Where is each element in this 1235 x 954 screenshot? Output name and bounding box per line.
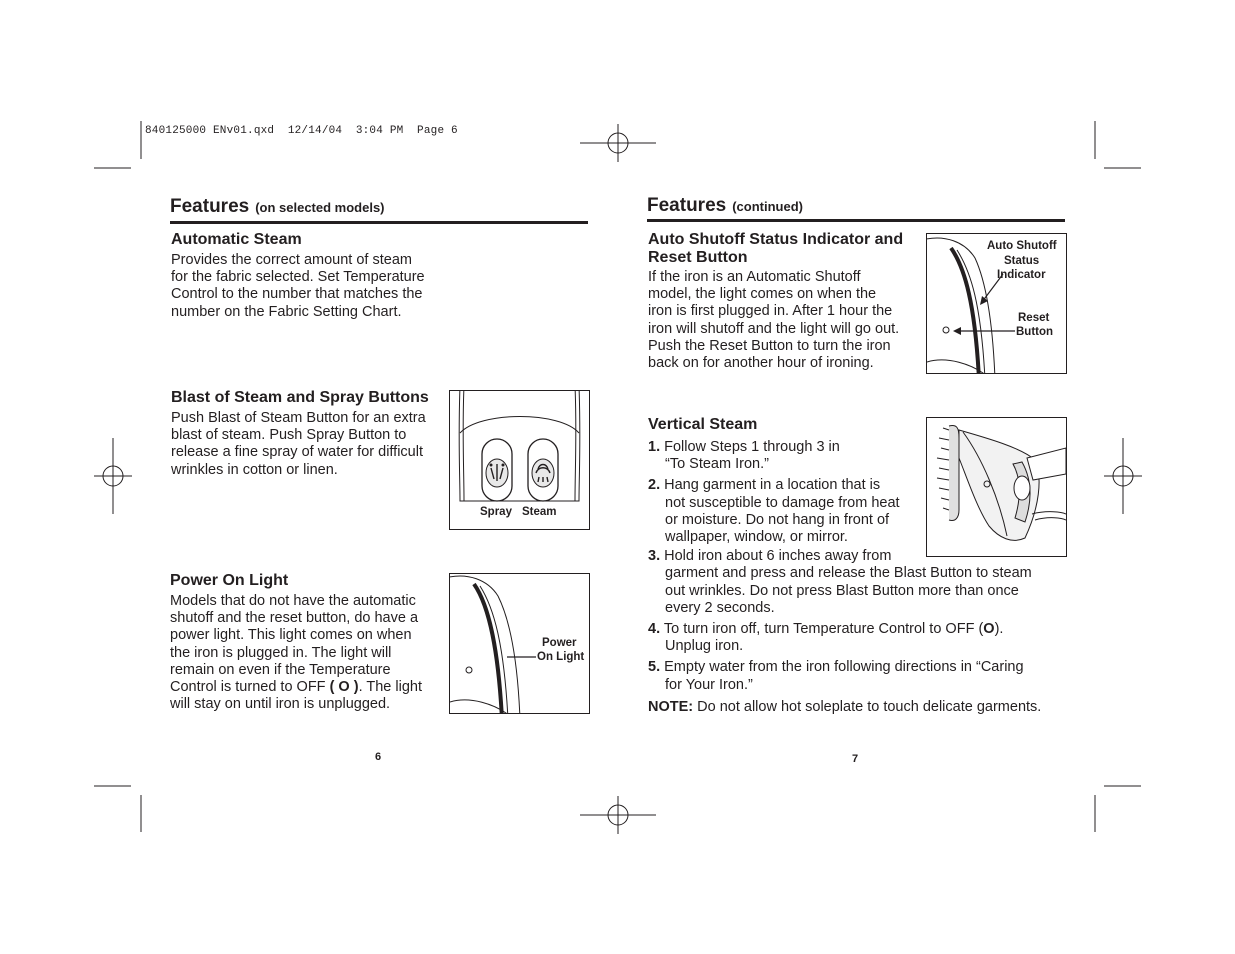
figure-spray-steam-buttons [449,390,590,530]
section-heading: Automatic Steam [171,231,302,248]
note-text: Do not allow hot soleplate to touch delicate garments. [693,698,1042,715]
indicator-label-2: Status [1004,255,1040,267]
page-title [170,196,385,218]
body-line: Models that do not have the automatic [170,593,416,609]
body-line: If the iron is an Automatic Shutoff [648,269,861,285]
step-line: every 2 seconds. [665,599,775,616]
indicator-label-3: Indicator [997,269,1046,281]
step-line: Follow Steps 1 through 3 in [664,439,840,455]
heading-line: Reset Button [648,249,748,266]
step-line: To turn iron off, turn Temperature Control to OFF ( [663,621,984,638]
body-line: shutoff and the reset button, do have a [170,610,419,627]
step-line: Hang garment in a location that is [664,477,881,494]
step-1 [648,439,1068,473]
body-line [170,679,445,696]
body-line: iron is first plugged in. After 1 hour the [648,303,893,320]
section-automatic-steam [171,231,471,321]
body-line: Push the Reset Button to turn the iron [648,337,891,354]
step-2 [648,477,1068,546]
text-run: . The light [358,679,422,696]
note-label: NOTE: [648,698,694,715]
body-line: wrinkles in cotton or linen. [171,461,338,478]
body-line: iron will shutoff and the light will go out. [648,320,900,337]
body-line: back on for another hour of ironing. [648,355,874,372]
body-line: release a fine spray of water for difficult [171,444,423,461]
registration-mark-bottom [580,796,656,834]
step-line: out wrinkles. Do not press Blast Button more than once [665,582,1019,599]
power-label-line2: On Light [537,651,585,663]
section-body [171,252,471,321]
section-body [170,593,445,713]
step-line: Empty water from the iron following directions in “Caring [664,659,1024,676]
step-number: 4. [648,621,661,638]
title-rule [170,221,588,224]
body-line: blast of steam. Push Spray Button to [171,427,407,444]
step-line: garment and press and release the Blast Button to steam [665,565,1032,582]
iron-shutoff-illustration [927,234,1066,373]
body-line: the iron is plugged in. The light will [170,644,392,661]
figure-auto-shutoff [926,233,1067,374]
title-text: Features [647,195,727,216]
iron-buttons-illustration [450,391,589,529]
body-line: model, the light comes on when the [648,286,877,303]
body-line: for the fabric selected. Set Temperature [171,269,425,286]
section-heading: Blast of Steam and Spray Buttons [171,389,429,406]
body-line: Provides the correct amount of steam [171,252,412,268]
reset-label-2: Button [1016,326,1054,338]
step-line: wallpaper, window, or mirror. [665,529,848,546]
section-heading [648,231,923,267]
step-4 [648,621,1068,655]
vertical-steam-steps [648,439,1068,716]
section-body [648,269,923,372]
step-line: “To Steam Iron.” [665,456,769,473]
registration-mark-top [580,124,656,162]
step-number: 5. [648,659,661,676]
step-line: not susceptible to damage from heat [665,494,900,511]
title-qualifier: (on selected models) [255,200,385,215]
text-run: ). [994,621,1004,638]
reset-label-1: Reset [1018,312,1050,324]
steam-label: Steam [522,506,557,518]
step-3 [648,548,1068,617]
section-heading: Power On Light [170,572,289,589]
body-line: power light. This light comes on when [170,627,412,644]
step-line: for Your Iron.” [665,676,753,693]
section-body [171,410,446,479]
section-power-on-light [170,572,445,713]
text-run: Control is turned to OFF [170,679,330,696]
off-symbol: O [983,621,995,638]
title-qualifier: (continued) [732,199,803,214]
body-line: will stay on until iron is unplugged. [170,696,391,713]
step-line: Unplug iron. [665,638,744,655]
heading-line: Auto Shutoff Status Indicator and [648,231,904,248]
page-number: 6 [375,751,382,763]
file-slug: 840125000 ENv01.qxd 12/14/04 3:04 PM Page 6 [145,125,458,137]
step-number: 1. [648,439,661,455]
body-line: number on the Fabric Setting Chart. [171,303,402,320]
title-rule [647,219,1065,222]
step-number: 3. [648,548,661,565]
section-blast-of-steam [171,389,446,479]
registration-mark-left [94,438,132,514]
note [648,699,1068,716]
indicator-label-1: Auto Shutoff [987,240,1057,252]
step-line: Hold iron about 6 inches away from [664,548,892,565]
body-line: Control to the number that matches the [171,286,423,303]
title-text: Features [170,196,250,217]
body-line: remain on even if the Temperature [170,661,391,678]
step-number: 2. [648,477,661,494]
registration-mark-right [1104,438,1142,514]
power-label-line1: Power [542,637,577,649]
page-number: 7 [852,753,859,765]
spray-label: Spray [480,506,512,518]
off-symbol: ( O ) [329,679,359,696]
section-heading-vertical-steam: Vertical Steam [648,416,758,433]
body-line: Push Blast of Steam Button for an extra [171,410,426,426]
step-line: or moisture. Do not hang in front of [665,511,890,528]
section-auto-shutoff [648,231,923,372]
page-title [647,195,803,217]
step-5 [648,659,1068,693]
figure-power-on-light [449,573,590,714]
